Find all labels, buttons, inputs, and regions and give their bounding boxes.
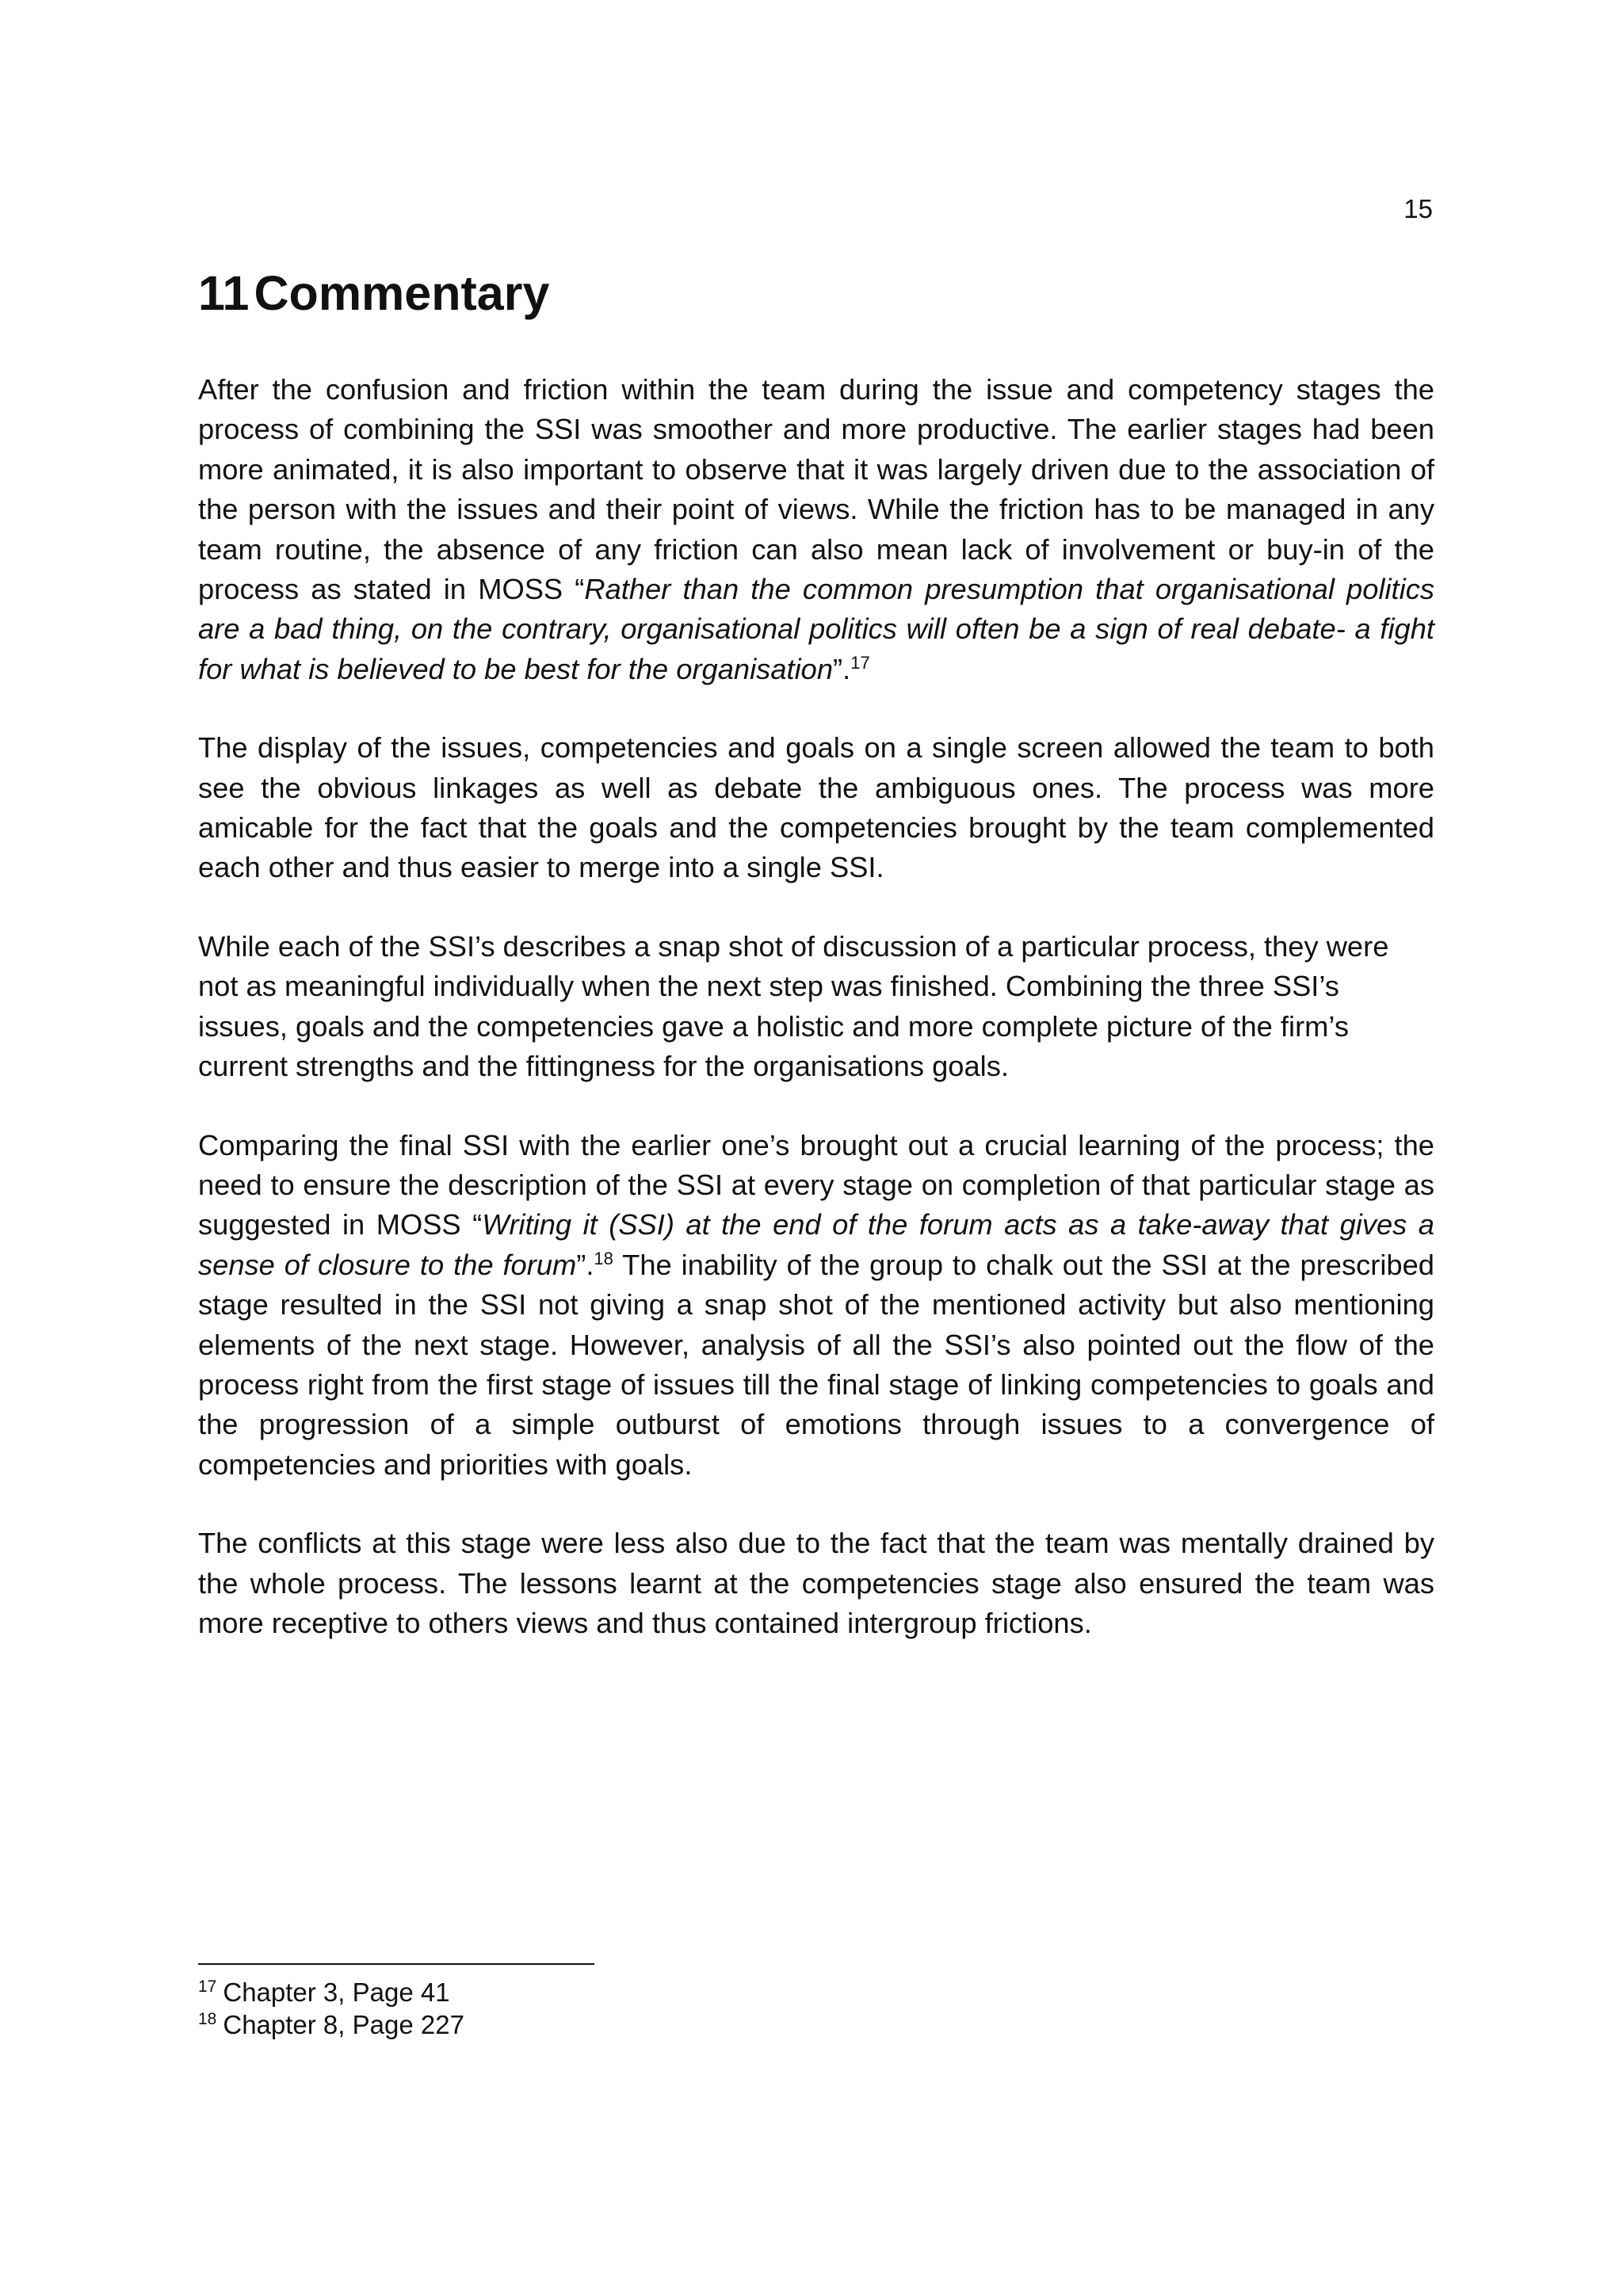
paragraph-text: Comparing the final SSI with the earlier one’s brought out a crucial learning of the process; the need to ensure the description of the SSI at every stage on completion of that particular stage as suggested in MOSS “: [198, 1128, 1434, 1241]
closing-quote: ”.: [576, 1248, 594, 1281]
paragraph-text: The inability of the group to chalk out the SSI at the prescribed stage resulted in the SSI not giving a snap shot of the mentioned activity but also mentioning elements of the next stage. However, analysis of all the SSI’s also pointed out the flow of the process right from the first stage of issues till the final stage of linking competencies to goals and the progression of a simple outburst of emotions through issues to a convergence of competencies and priorities with goals.: [198, 1248, 1434, 1481]
closing-quote: ”.: [833, 652, 851, 685]
body-text: [198, 370, 1434, 1643]
paragraph-text: The conflicts at this stage were less also due to the fact that the team was mentally drained by the whole process. The lessons learnt at the competencies stage also ensured the team was more receptive to others views and thus contained intergroup frictions.: [198, 1527, 1434, 1639]
paragraph-text: While each of the SSI’s describes a snap shot of discussion of a particular process, they were not as meaningful individually when the next step was finished. Combining the three SSI’s issues, goals and the competencies gave a holistic and more complete picture of the firm’s current strengths and the fittingness for the organisations goals.: [198, 929, 1389, 1083]
paragraph-2: [198, 728, 1434, 888]
page-number: 15: [1403, 194, 1433, 223]
paragraph-text: The display of the issues, competencies and goals on a single screen allowed the team to both see the obvious linkages as well as debate the ambiguous ones. The process was more amicable for the fact that the goals and the competencies brought by the team complemented each other and thus easier to merge into a single SSI.: [198, 731, 1434, 884]
paragraph-1: [198, 370, 1434, 689]
section-number: 11: [198, 266, 250, 320]
footnote-reference: 17: [850, 652, 870, 673]
section-title: Commentary: [254, 266, 550, 320]
footnote: [198, 2008, 464, 2041]
quotation-text: Rather than the common presumption that organisational politics are a bad thing, on the contrary, organisational politics will often be a sign of real debate- a fight for what is believed to be best for the organisation: [198, 573, 1434, 685]
paragraph-text: After the confusion and friction within the team during the issue and competency stages the process of combining the SSI was smoother and more productive. The earlier stages had been more animated, it is also important to observe that it was largely driven due to the association of the person with the issues and their point of views. While the friction has to be managed in any team routine, the absence of any friction can also mean lack of involvement or buy-in of the process as stated in MOSS “: [198, 373, 1434, 606]
footnote-reference: 18: [594, 1248, 613, 1268]
paragraph-4: [198, 1126, 1434, 1486]
quotation-text: Writing it (SSI) at the end of the forum acts as a take-away that gives a sense of closure to the forum: [198, 1208, 1434, 1281]
section-heading: [198, 265, 549, 322]
footnote-marker: 18: [198, 2010, 217, 2028]
footnotes: [198, 1976, 464, 2041]
footnote-marker: 17: [198, 1978, 217, 1996]
paragraph-5: [198, 1524, 1434, 1643]
footnote-text: Chapter 8, Page 227: [223, 2010, 464, 2039]
footnote: [198, 1976, 464, 2008]
footnote-separator: [198, 1963, 594, 1965]
footnote-text: Chapter 3, Page 41: [223, 1978, 450, 2007]
paragraph-3: [198, 927, 1434, 1087]
